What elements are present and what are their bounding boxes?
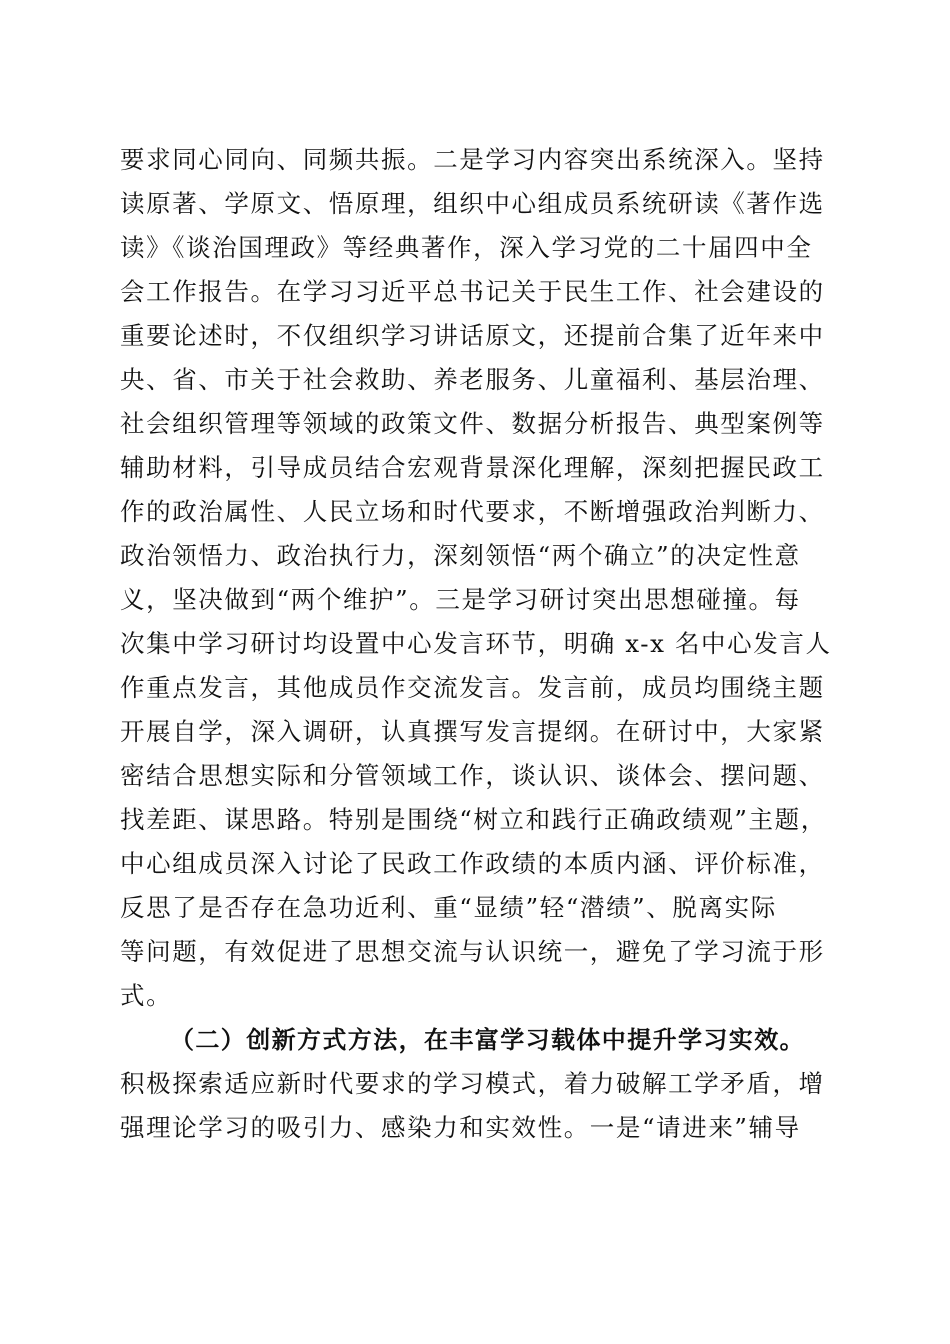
paragraph-line: 密结合思想实际和分管领域工作，谈认识、谈体会、摆问题、	[120, 761, 825, 790]
paragraph-line: 次集中学习研讨均设置中心发言环节，明确 x-x 名中心发言人	[120, 629, 832, 658]
paragraph-line: 强理论学习的吸引力、感染力和实效性。一是“请进来”辅导	[120, 1113, 801, 1142]
paragraph-line: 等问题，有效促进了思想交流与认识统一，避免了学习流于形	[120, 937, 825, 966]
paragraph-line: 反思了是否存在急功近利、重“显绩”轻“潜绩”、脱离实际	[120, 893, 777, 922]
paragraph-line: 读》《谈治国理政》等经典著作，深入学习党的二十届四中全	[120, 233, 813, 262]
paragraph-line: 政治领悟力、政治执行力，深刻领悟“两个确立”的决定性意	[120, 541, 801, 570]
paragraph-line: 作的政治属性、人民立场和时代要求，不断增强政治判断力、	[120, 497, 825, 526]
paragraph-line: 作重点发言，其他成员作交流发言。发言前，成员均围绕主题	[120, 673, 825, 702]
paragraph-line: 义，坚决做到“两个维护”。三是学习研讨突出思想碰撞。每	[120, 585, 801, 614]
paragraph-line: 开展自学，深入调研，认真撰写发言提纲。在研讨中，大家紧	[120, 717, 825, 746]
paragraph-line: 式。	[120, 981, 173, 1010]
paragraph-line: 辅助材料，引导成员结合宏观背景深化理解，深刻把握民政工	[120, 453, 825, 482]
paragraph-line: 要求同心同向、同频共振。二是学习内容突出系统深入。坚持	[120, 145, 825, 174]
paragraph-line: 积极探索适应新时代要求的学习模式，着力破解工学矛盾，增	[120, 1069, 825, 1098]
paragraph-line: 中心组成员深入讨论了民政工作政绩的本质内涵、评价标准，	[120, 849, 825, 878]
paragraph-line: 会工作报告。在学习习近平总书记关于民生工作、社会建设的	[120, 277, 825, 306]
paragraph-line: 重要论述时，不仅组织学习讲话原文，还提前合集了近年来中	[120, 321, 825, 350]
paragraph-line: 央、省、市关于社会救助、养老服务、儿童福利、基层治理、	[120, 365, 825, 394]
paragraph-line: 找差距、谋思路。特别是围绕“树立和践行正确政绩观”主题，	[120, 805, 827, 834]
paragraph-line: 读原著、学原文、悟原理，组织中心组成员系统研读《著作选	[120, 189, 825, 218]
section-heading: （二）创新方式方法，在丰富学习载体中提升学习实效。	[170, 1026, 805, 1054]
paragraph-line: 社会组织管理等领域的政策文件、数据分析报告、典型案例等	[120, 409, 825, 438]
